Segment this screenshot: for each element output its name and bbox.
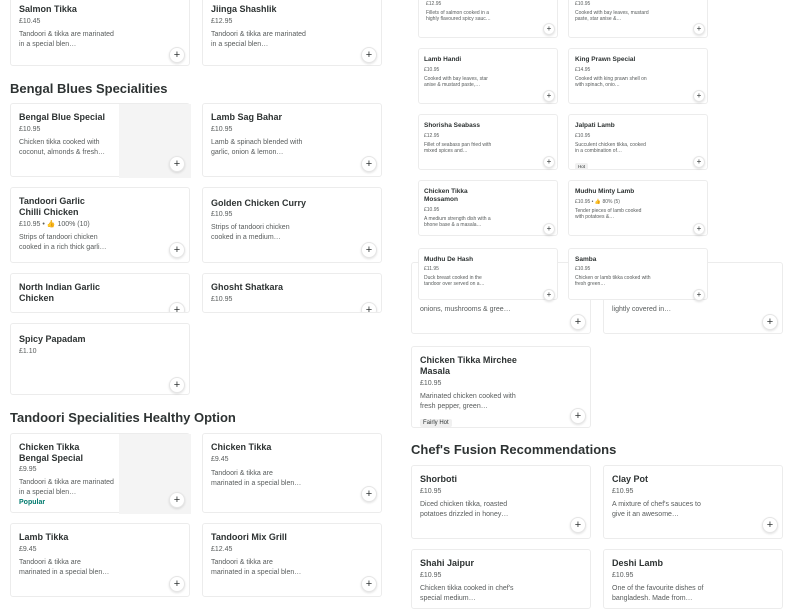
spice-level-badge: Fairly Hot — [420, 419, 452, 427]
item-description: Duck breast cooked in the tandoor over served on a… — [424, 274, 485, 287]
menu-item-card[interactable] — [568, 114, 708, 170]
item-description: Cooked with bay leaves, star anise & mustard paste,… — [424, 75, 488, 88]
item-description: Diced chicken tikka, roasted potatoes drizzled in honey… — [420, 501, 509, 518]
add-to-basket-button[interactable]: + — [169, 377, 185, 393]
add-to-basket-button[interactable]: + — [543, 23, 555, 35]
section-heading: Tandoori Specialities Healthy Option — [10, 410, 236, 425]
item-price: £10.95 — [575, 1, 591, 7]
item-price: £9.45 — [19, 546, 37, 553]
add-to-basket-button[interactable]: + — [570, 408, 586, 424]
item-price: £10.45 — [19, 18, 41, 25]
add-to-basket-button[interactable]: + — [361, 302, 377, 313]
add-to-basket-button[interactable]: + — [693, 90, 705, 102]
menu-item-card[interactable] — [418, 0, 558, 38]
item-name: Tandoori Mix Grill — [211, 532, 287, 542]
item-name: Mudhu De Hash — [424, 256, 474, 263]
item-price: £12.95 — [424, 133, 440, 139]
item-description: Tandoori & tikka are marinated in a special blen… — [19, 479, 114, 496]
item-name: Salmon Tikka — [19, 4, 77, 14]
item-price: £1.10 — [19, 348, 37, 355]
thumbs-up-icon: 👍 — [46, 221, 56, 228]
item-price: £12.45 — [211, 546, 233, 553]
item-description: Cooked with king prawn shell on with spinach, onio… — [575, 75, 647, 88]
item-description: Strips of tandoori chicken cooked in a rich thick garli… — [19, 234, 107, 251]
menu-item-card[interactable] — [10, 103, 190, 177]
item-name: Mudhu Minty Lamb — [575, 188, 635, 195]
add-to-basket-button[interactable]: + — [762, 517, 778, 533]
item-price: £10.95 — [575, 266, 591, 272]
item-name: Bengal Blue Special — [19, 112, 106, 122]
add-to-basket-button[interactable]: + — [361, 576, 377, 592]
item-price: £12.95 — [426, 1, 442, 7]
menu-item-card[interactable] — [411, 549, 591, 609]
add-to-basket-button[interactable]: + — [361, 486, 377, 502]
add-to-basket-button[interactable]: + — [543, 90, 555, 102]
add-to-basket-button[interactable]: + — [693, 223, 705, 235]
item-price: £10.95 — [424, 207, 440, 213]
section-heading: Chef's Fusion Recommendations — [411, 442, 617, 457]
thumbs-up-icon: 👍 — [594, 199, 602, 205]
menu-item-card[interactable] — [418, 180, 558, 236]
add-to-basket-button[interactable]: + — [361, 156, 377, 172]
item-price: £10.95 — [420, 572, 442, 579]
popular-tag: Popular — [19, 499, 46, 506]
menu-item-card[interactable] — [202, 103, 382, 177]
menu-item-card[interactable] — [10, 523, 190, 597]
add-to-basket-button[interactable]: + — [169, 302, 185, 313]
item-name: Deshi Lamb — [612, 558, 664, 568]
item-description: A medium strength dish with a bhone base & a masala… — [424, 215, 491, 228]
item-description: Tandoori & tikka are marinated in a special blen… — [211, 31, 306, 48]
item-name: Chicken Tikka — [211, 442, 272, 452]
item-name: King Prawn Special — [575, 56, 636, 63]
item-price: £10.95 — [211, 126, 233, 133]
item-rating: 80% (5) — [602, 199, 620, 205]
item-price: £10.95 — [612, 488, 634, 495]
item-price: £11.95 — [424, 266, 439, 272]
item-name: Chicken Tikka Mirchee Masala — [420, 355, 517, 376]
add-to-basket-button[interactable]: + — [543, 289, 555, 301]
item-description: onions, mushrooms & gree… — [420, 306, 511, 313]
menu-item-card[interactable] — [418, 114, 558, 170]
menu-item-card[interactable] — [202, 433, 382, 513]
item-description: lightly covered in… — [612, 306, 672, 313]
menu-item-card[interactable] — [568, 180, 708, 236]
add-to-basket-button[interactable]: + — [570, 314, 586, 330]
add-to-basket-button[interactable]: + — [543, 223, 555, 235]
menu-item-card[interactable] — [202, 273, 382, 313]
menu-item-card[interactable] — [202, 187, 382, 263]
item-name: Ghosht Shatkara — [211, 282, 284, 292]
item-name: Lamb Sag Bahar — [211, 112, 283, 122]
item-name: Spicy Papadam — [19, 334, 86, 344]
menu-item-card[interactable] — [418, 48, 558, 104]
item-name: Jiinga Shashlik — [211, 4, 277, 14]
item-name: Lamb Handi — [424, 56, 462, 63]
item-name: Jalpati Lamb — [575, 122, 615, 129]
item-description: Lamb & spinach blended with garlic, onion & lemon… — [211, 139, 303, 156]
menu-item-card[interactable] — [202, 0, 382, 66]
item-name: Samba — [575, 256, 597, 263]
item-name: Golden Chicken Curry — [211, 198, 307, 208]
item-price: £9.45 — [211, 456, 229, 463]
item-description: Fillet of seabass pan fried with mixed spices and… — [424, 141, 492, 154]
item-price: £10.95 — [612, 572, 634, 579]
item-description: Strips of tandoori chicken cooked in a medium… — [211, 224, 290, 241]
item-price: £14.95 — [575, 67, 591, 73]
item-price: £10.95 • — [19, 221, 45, 228]
item-description: Tandoori & tikka are marinated in a special blen… — [211, 470, 302, 487]
item-price: £10.95 — [420, 488, 442, 495]
item-description: Chicken or lamb tikka cooked with fresh green… — [575, 274, 651, 287]
item-description: Chicken tikka cooked with coconut, almonds & fresh… — [19, 139, 105, 156]
item-name: Shorboti — [420, 474, 457, 484]
item-description: Tandoori & tikka are marinated in a special blen… — [19, 559, 110, 576]
menu-item-card[interactable] — [603, 549, 783, 609]
menu-item-card[interactable] — [10, 323, 190, 395]
section-heading: Bengal Blues Specialities — [10, 81, 168, 96]
spice-level-badge: Hot — [575, 163, 588, 170]
item-description: Chicken tikka cooked in chef's special medium… — [420, 585, 514, 602]
add-to-basket-button[interactable]: + — [543, 156, 555, 168]
item-name: Shahi Jaipur — [420, 558, 475, 568]
menu-item-card[interactable] — [411, 465, 591, 539]
add-to-basket-button[interactable]: + — [169, 242, 185, 258]
item-name: Clay Pot — [612, 474, 649, 484]
item-description: Fillets of salmon cooked in a highly flavoured spicy sauc… — [426, 9, 491, 22]
item-price: £10.95 — [211, 211, 233, 218]
add-to-basket-button[interactable]: + — [693, 289, 705, 301]
add-to-basket-button[interactable]: + — [169, 156, 185, 172]
item-name: North Indian Garlic Chicken — [19, 282, 101, 303]
item-name: Lamb Tikka — [19, 532, 69, 542]
item-description: Tender pieces of lamb cooked with potatoes &… — [575, 207, 642, 220]
menu-item-card[interactable] — [10, 433, 190, 513]
item-price: £10.95 — [424, 67, 440, 73]
item-name: Chicken Tikka Bengal Special — [19, 442, 84, 463]
item-name: Tandoori Garlic Chilli Chicken — [19, 196, 85, 217]
add-to-basket-button[interactable]: + — [361, 242, 377, 258]
item-description: Succulent chicken tikka, cooked in a combination of… — [575, 141, 646, 154]
menu-item-card[interactable] — [10, 273, 190, 313]
item-description: One of the favourite dishes of bangladesh. Made from… — [612, 585, 704, 602]
add-to-basket-button[interactable]: + — [169, 492, 185, 508]
item-description: A mixture of chef's sauces to give it an awesome… — [612, 501, 701, 518]
add-to-basket-button[interactable]: + — [169, 47, 185, 63]
item-price: £12.95 — [211, 18, 233, 25]
menu-item-card[interactable] — [10, 187, 190, 263]
item-rating: 100% (10) — [57, 221, 90, 228]
menu-item-card[interactable] — [418, 248, 558, 300]
add-to-basket-button[interactable]: + — [570, 517, 586, 533]
menu-item-card[interactable] — [202, 523, 382, 597]
item-name: Shorisha Seabass — [424, 122, 480, 129]
item-description: Tandoori & tikka are marinated in a special blen… — [19, 31, 114, 48]
item-name: Chicken Tikka Mossamon — [424, 188, 468, 203]
item-price: £10.95 — [19, 126, 41, 133]
menu-item-card[interactable] — [568, 48, 708, 104]
item-price: £9.95 — [19, 466, 37, 473]
item-price: £10.95 — [575, 133, 591, 139]
menu-item-card[interactable] — [10, 0, 190, 66]
menu-item-card[interactable] — [411, 346, 591, 428]
add-to-basket-button[interactable]: + — [693, 156, 705, 168]
item-description: Tandoori & tikka are marinated in a special blen… — [211, 559, 302, 576]
add-to-basket-button[interactable]: + — [762, 314, 778, 330]
add-to-basket-button[interactable]: + — [693, 23, 705, 35]
menu-item-card[interactable] — [603, 465, 783, 539]
item-description: Cooked with bay leaves, mustard paste, star anise &… — [575, 9, 649, 22]
menu-item-card[interactable] — [568, 0, 708, 38]
menu-item-card[interactable] — [568, 248, 708, 300]
item-price: £10.95 • — [575, 199, 594, 205]
item-price: £10.95 — [211, 296, 233, 303]
add-to-basket-button[interactable]: + — [169, 576, 185, 592]
item-description: Marinated chicken cooked with fresh pepper, green… — [420, 393, 516, 410]
add-to-basket-button[interactable]: + — [361, 47, 377, 63]
item-price: £10.95 — [420, 380, 442, 387]
